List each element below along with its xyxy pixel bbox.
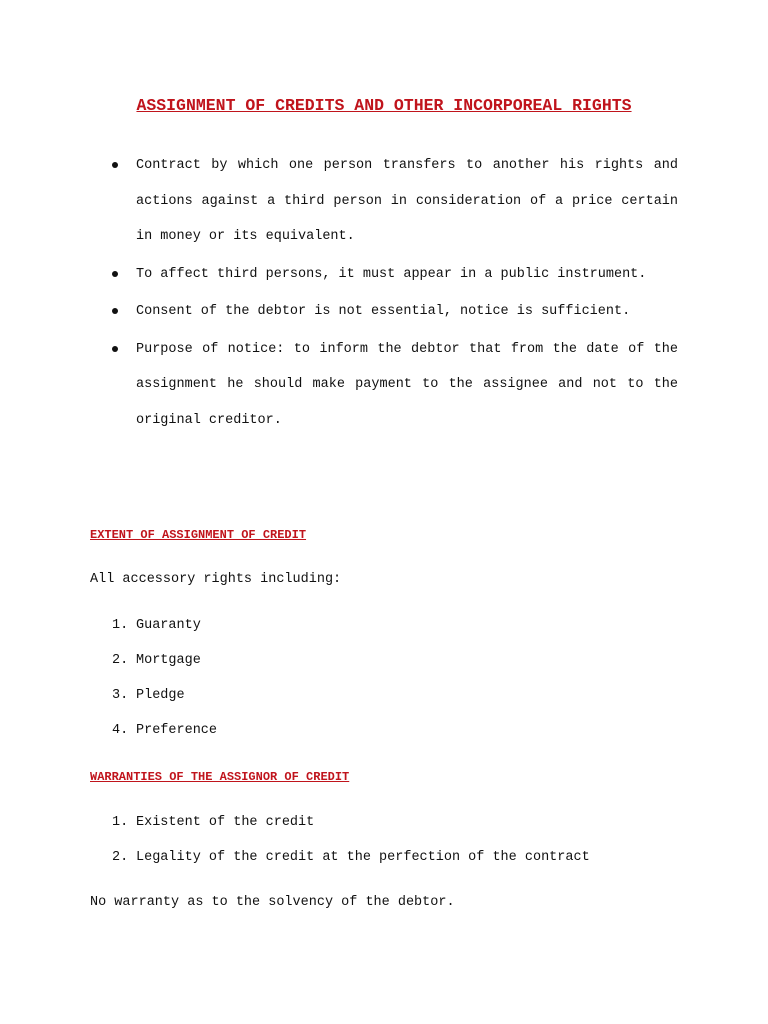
extent-intro: All accessory rights including:	[90, 572, 342, 587]
list-item-number: 4.	[112, 723, 129, 738]
bullet-item	[0, 257, 678, 293]
list-item-text: Pledge	[136, 688, 185, 703]
bullet-item	[0, 332, 678, 439]
bullet-dot-icon	[112, 308, 118, 314]
warranties-list	[0, 805, 590, 875]
list-item-text: Mortgage	[136, 653, 201, 668]
bullet-text: Contract by which one person transfers to another his rights and actions against a third person in consideration of a price certain in money or its equivalent.	[136, 158, 678, 244]
list-item-text: Preference	[136, 723, 218, 738]
bullet-text: Purpose of notice: to inform the debtor that from the date of the assignment he should make payment to the assignee and not to the original creditor.	[136, 341, 678, 428]
list-item	[0, 608, 217, 643]
list-item-number: 1.	[112, 618, 129, 633]
document-title: ASSIGNMENT OF CREDITS AND OTHER INCORPOREAL RIGHTS	[136, 96, 632, 115]
extent-list	[0, 608, 217, 748]
bullet-item	[0, 294, 678, 330]
list-item-text: Guaranty	[136, 618, 201, 633]
list-item	[0, 805, 590, 840]
extent-heading: EXTENT OF ASSIGNMENT OF CREDIT	[90, 528, 307, 542]
list-item-text: Legality of the credit at the perfection of the contract	[136, 850, 590, 865]
list-item-number: 2.	[112, 850, 129, 865]
bullet-text: Consent of the debtor is not essential, notice is sufficient.	[136, 304, 631, 319]
bullet-dot-icon	[112, 346, 118, 352]
list-item	[0, 840, 590, 875]
bullet-text: To affect third persons, it must appear in a public instrument.	[136, 266, 647, 282]
bullet-dot-icon	[112, 271, 118, 277]
list-item-number: 1.	[112, 815, 129, 830]
bullet-item	[0, 148, 678, 255]
list-item	[0, 713, 217, 748]
list-item-number: 3.	[112, 688, 129, 703]
warranties-heading: WARRANTIES OF THE ASSIGNOR OF CREDIT	[90, 770, 350, 784]
list-item	[0, 678, 217, 713]
definition-bullet-list	[0, 148, 768, 440]
list-item-number: 2.	[112, 653, 129, 668]
solvency-note: No warranty as to the solvency of the debtor.	[90, 895, 455, 910]
bullet-dot-icon	[112, 162, 118, 168]
list-item-text: Existent of the credit	[136, 815, 315, 830]
list-item	[0, 643, 217, 678]
